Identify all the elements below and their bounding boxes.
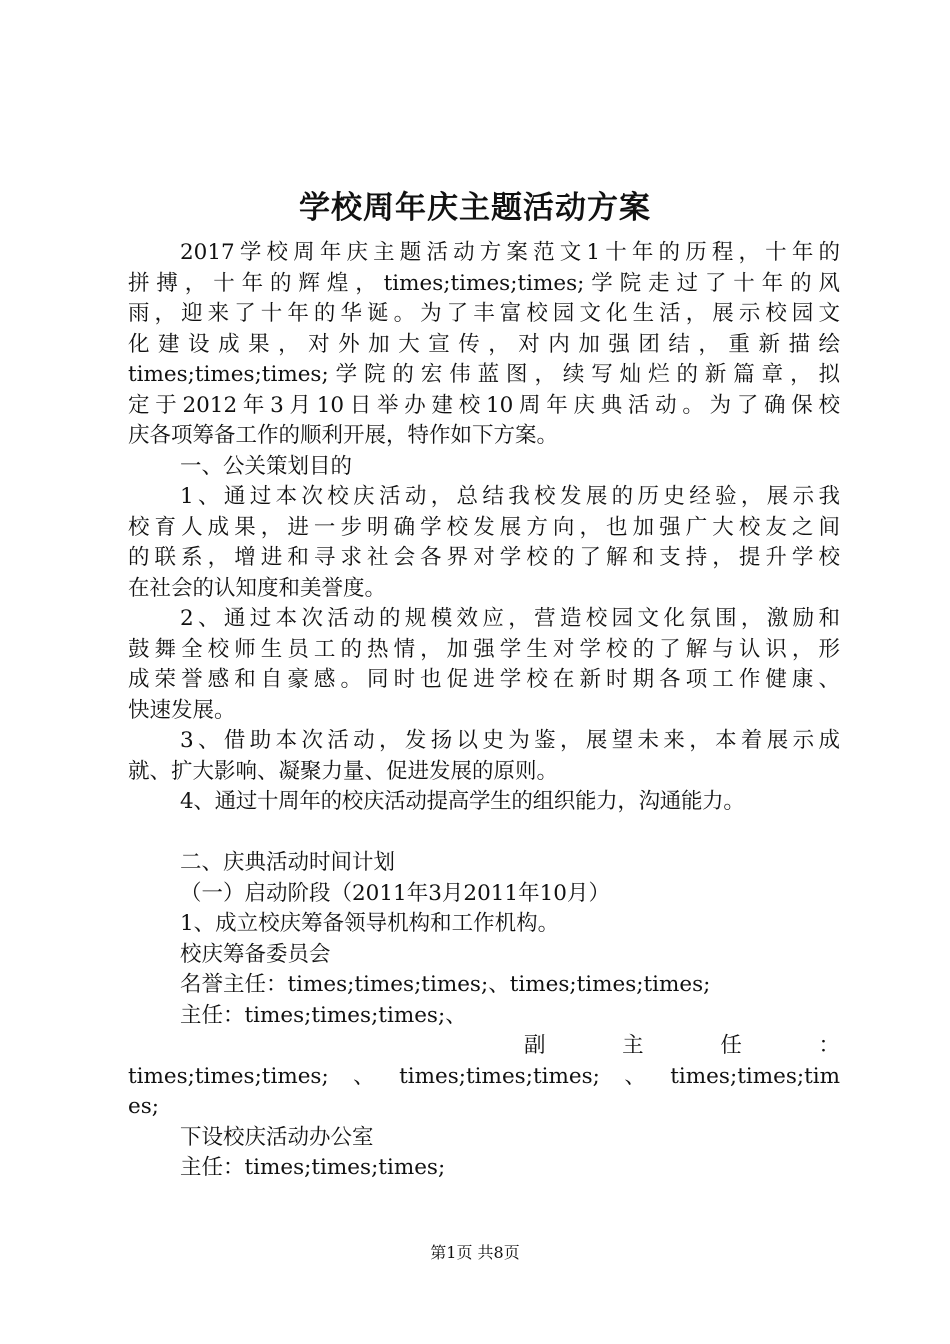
text-line: 名誉主任：times;times;times;、times;times;times; (180, 972, 711, 997)
text-line: times;times;times;、times;times;times;、times;times;tim (128, 1063, 840, 1089)
text-line: es; (128, 1094, 160, 1119)
text-line: 2、通过本次活动的规模效应，营造校园文化氛围，激励和 (180, 606, 840, 631)
text-line: 3、借助本次活动，发扬以史为鉴，展望未来，本着展示成 (180, 728, 840, 753)
text-line: 2017学校周年庆主题活动方案范文1十年的历程，十年的 (180, 240, 840, 265)
text-line: 就、扩大影响、凝聚力量、促进发展的原则。 (128, 758, 559, 784)
text-line: times;times;times;学院的宏伟蓝图，续写灿烂的新篇章，拟 (128, 362, 840, 387)
text-line: 下设校庆活动办公室 (180, 1124, 374, 1150)
text-line: 校育人成果，进一步明确学校发展方向，也加强广大校友之间 (128, 514, 840, 540)
section-heading: 二、庆典活动时间计划 (180, 850, 396, 875)
text-line: 4、通过十周年的校庆活动提高学生的组织能力，沟通能力。 (180, 789, 745, 814)
text-line: 在社会的认知度和美誉度。 (128, 575, 387, 601)
text-line: 拼搏，十年的辉煌，times;times;times;学院走过了十年的风 (128, 270, 840, 296)
text-line: 快速发展。 (128, 697, 236, 723)
text-line: 鼓舞全校师生员工的热情，加强学生对学校的了解与认识，形 (128, 636, 840, 662)
text-line: 主任：times;times;times;、 (180, 1002, 467, 1028)
text-line: 庆各项筹备工作的顺利开展，特作如下方案。 (128, 423, 559, 448)
text-line: 副主任： (524, 1033, 840, 1058)
text-line: 成荣誉感和自豪感。同时也促进学校在新时期各项工作健康、 (128, 667, 840, 692)
text-line: 定于2012年3月10日举办建校10周年庆典活动。为了确保校 (128, 392, 840, 418)
text-line: 校庆筹备委员会 (180, 941, 331, 967)
subsection-heading: （一）启动阶段（2011年3月2011年10月） (180, 880, 610, 906)
text-line: 的联系，增进和寻求社会各界对学校的了解和支持，提升学校 (128, 545, 840, 570)
section-heading: 一、公关策划目的 (180, 453, 353, 479)
text-line: 1、通过本次校庆活动，总结我校发展的历史经验，展示我 (180, 484, 840, 509)
text-line: 雨，迎来了十年的华诞。为了丰富校园文化生活，展示校园文 (128, 301, 840, 326)
document-title: 学校周年庆主题活动方案 (299, 190, 651, 226)
text-line: 主任：times;times;times; (180, 1155, 446, 1180)
text-line: 1、成立校庆筹备领导机构和工作机构。 (180, 911, 560, 936)
text-line: 化建设成果，对外加大宣传，对内加强团结，重新描绘 (128, 331, 840, 357)
page-footer: 第1页 共8页 (430, 1243, 520, 1262)
